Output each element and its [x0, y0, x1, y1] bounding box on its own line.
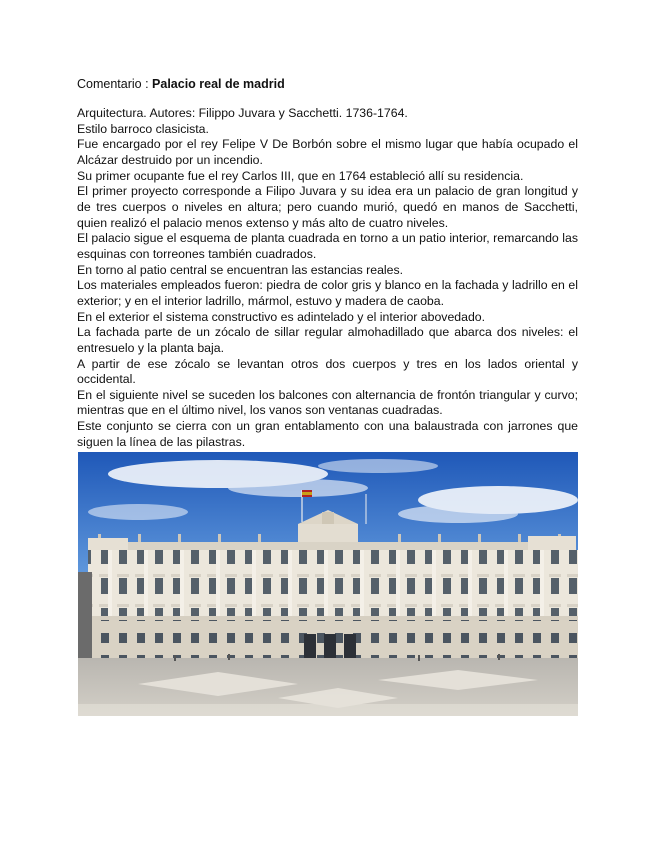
- paragraph: En el siguiente nivel se suceden los balcones con alternancia de frontón triangular y curvo; mientras que en el último nivel, los vanos son ventanas cuadradas.: [77, 387, 578, 418]
- paragraph: En el exterior el sistema constructivo es adintelado y el interior abovedado.: [77, 309, 486, 324]
- paragraph: Estilo barroco clasicista.: [77, 121, 209, 136]
- paragraph: Su primer ocupante fue el rey Carlos III, que en 1764 estableció allí su residencia.: [77, 168, 524, 183]
- paragraph: Este conjunto se cierra con un gran entablamento con una balaustrada con jarrones que siguen la línea de las pilastras.: [77, 419, 578, 449]
- paragraph: Fue encargado por el rey Felipe V De Borbón sobre el mismo lugar que había ocupado el Alcázar destruido por un incendio.: [77, 137, 578, 167]
- paragraph: Los materiales empleados fueron: piedra de color gris y blanco en la fachada y ladrillo en el exterior; y en el interior ladrillo, mármol, estuvo y madera de caoba.: [77, 278, 578, 308]
- document-title: [77, 76, 285, 92]
- paragraph: A partir de ese zócalo se levantan otros dos cuerpos y tres en los lados oriental y occidental.: [77, 356, 578, 387]
- paragraph: La fachada parte de un zócalo de sillar regular almohadillado que abarca dos niveles: el entresuelo y la planta baja.: [77, 325, 578, 355]
- title-main: Palacio real de madrid: [152, 77, 285, 91]
- paragraph: En torno al patio central se encuentran las estancias reales.: [77, 262, 404, 277]
- paragraph: Arquitectura. Autores: Filippo Juvara y Sacchetti. 1736-1764.: [77, 106, 408, 120]
- palace-photo: [78, 452, 578, 716]
- paragraph: El primer proyecto corresponde a Filipo Juvara y su idea era un palacio de gran longitud y de tres cuerpos o niveles en altura; pero cuando murió, quedó en manos de Sacchetti, quien realizó el palacio menos extenso y más alto de cuatro niveles.: [77, 184, 578, 230]
- paragraph: El palacio sigue el esquema de planta cuadrada en torno a un patio interior, remarcando las esquinas con torreones también cuadrados.: [77, 231, 578, 261]
- title-prefix: Comentario :: [77, 77, 153, 91]
- document-body: [77, 106, 578, 466]
